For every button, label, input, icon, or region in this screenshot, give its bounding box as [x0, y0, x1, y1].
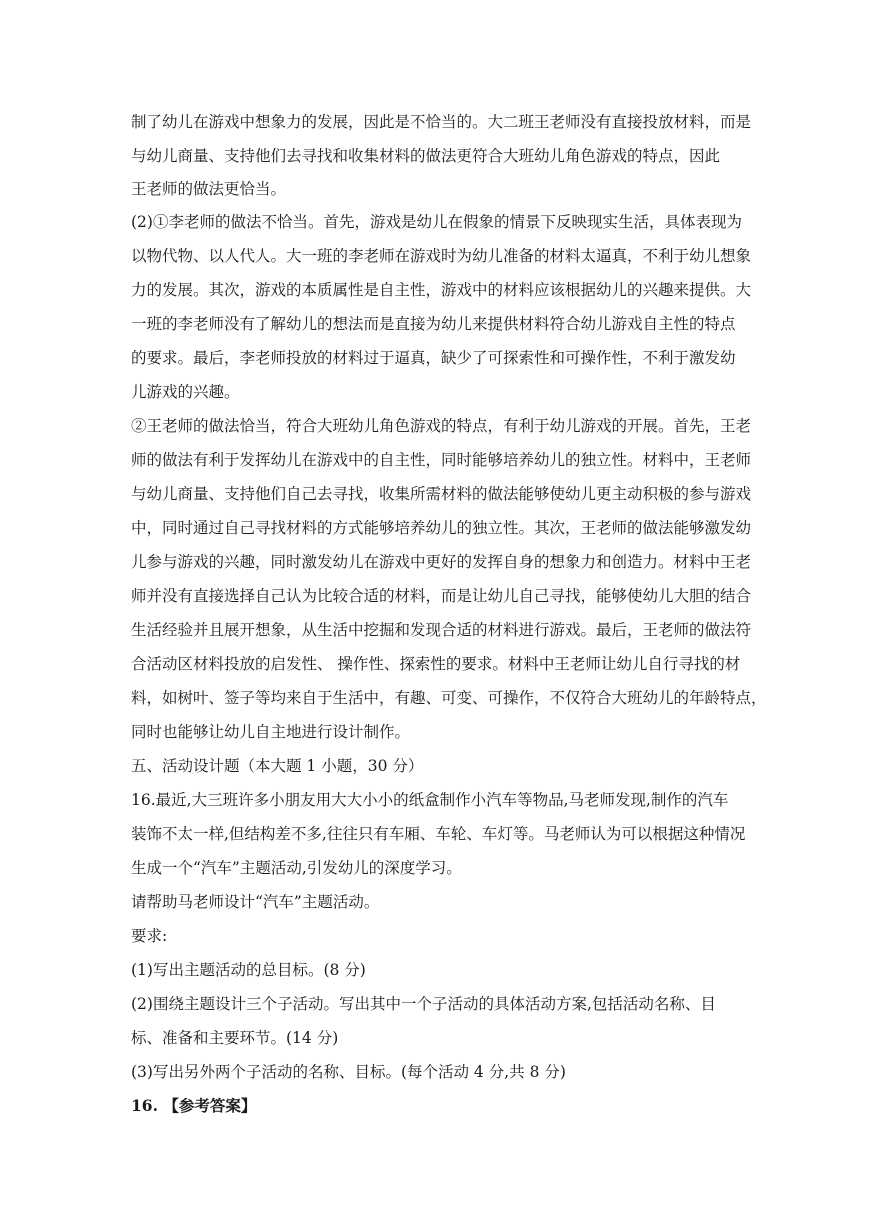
question-text: (3)写出另外两个子活动的名称、目标。(每个活动 4 分,共 8 分) — [131, 1063, 566, 1081]
text-line: 师并没有直接选择自己认为比较合适的材料，而是让幼儿自己寻找，能够使幼儿大胆的结合 — [131, 587, 752, 605]
question-text: (2)围绕主题设计三个子活动。写出其中一个子活动的具体活动方案,包括活动名称、目 — [131, 995, 716, 1013]
text-line: 制了幼儿在游戏中想象力的发展，因此是不恰当的。大二班王老师没有直接投放材料，而是 — [131, 113, 752, 131]
text-line: 一班的李老师没有了解幼儿的想法而是直接为幼儿来提供材料符合幼儿游戏自主性的特点 — [131, 315, 736, 333]
question-text: 装饰不太一样,但结构差不多,往往只有车厢、车轮、车灯等。马老师认为可以根据这种情况 — [131, 825, 746, 843]
text-line: 料，如树叶、签子等均来自于生活中，有趣、可变、可操作，不仅符合大班幼儿的年龄特点， — [131, 689, 767, 707]
question-text: 请帮助马老师设计“汽车”主题活动。 — [131, 893, 380, 911]
answer-heading: 16. 【参考答案】 — [131, 1096, 257, 1115]
text-line: 与幼儿商量、支持他们去寻找和收集材料的做法更符合大班幼儿角色游戏的特点，因此 — [131, 147, 721, 165]
text-line: 师的做法有利于发挥幼儿在游戏中的自主性，同时能够培养幼儿的独立性。材料中，王老师 — [131, 451, 752, 469]
section-heading: 五、活动设计题（本大题 1 小题，30 分） — [131, 757, 424, 775]
text-line: 生活经验并且展开想象，从生活中挖掘和发现合适的材料进行游戏。最后，王老师的做法符 — [131, 621, 752, 639]
question-text: 生成一个“汽车”主题活动,引发幼儿的深度学习。 — [131, 859, 462, 877]
text-line: 王老师的做法更恰当。 — [131, 180, 287, 198]
text-line: 力的发展。其次，游戏的本质属性是自主性，游戏中的材料应该根据幼儿的兴趣来提供。大 — [131, 281, 752, 299]
question-text: 标、准备和主要环节。(14 分) — [131, 1029, 339, 1047]
text-line: 儿参与游戏的兴趣，同时激发幼儿在游戏中更好的发挥自身的想象力和创造力。材料中王老 — [131, 553, 752, 571]
text-line: (2)①李老师的做法不恰当。首先，游戏是幼儿在假象的情景下反映现实生活，具体表现为 — [131, 213, 742, 231]
text-line: 以物代物、以人代人。大一班的李老师在游戏时为幼儿准备的材料太逼真，不利于幼儿想象 — [131, 247, 752, 265]
text-line: 中，同时通过自己寻找材料的方式能够培养幼儿的独立性。其次，王老师的做法能够激发幼 — [131, 519, 752, 537]
question-text: 16.最近,大三班许多小朋友用大大小小的纸盒制作小汽车等物品,马老师发现,制作的汽车 — [131, 791, 729, 809]
text-line: ②王老师的做法恰当，符合大班幼儿角色游戏的特点，有利于幼儿游戏的开展。首先，王老 — [131, 417, 752, 435]
text-line: 的要求。最后，李老师投放的材料过于逼真，缺少了可探索性和可操作性，不利于激发幼 — [131, 349, 736, 367]
question-text: (1)写出主题活动的总目标。(8 分) — [131, 961, 366, 979]
text-line: 与幼儿商量、支持他们自己去寻找，收集所需材料的做法能够使幼儿更主动积极的参与游戏 — [131, 485, 752, 503]
text-line: 儿游戏的兴趣。 — [131, 383, 240, 401]
text-line: 合活动区材料投放的启发性、 操作性、探索性的要求。材料中王老师让幼儿自行寻找的材 — [131, 655, 741, 673]
text-line: 同时也能够让幼儿自主地进行设计制作。 — [131, 723, 411, 741]
question-text: 要求: — [131, 927, 168, 945]
